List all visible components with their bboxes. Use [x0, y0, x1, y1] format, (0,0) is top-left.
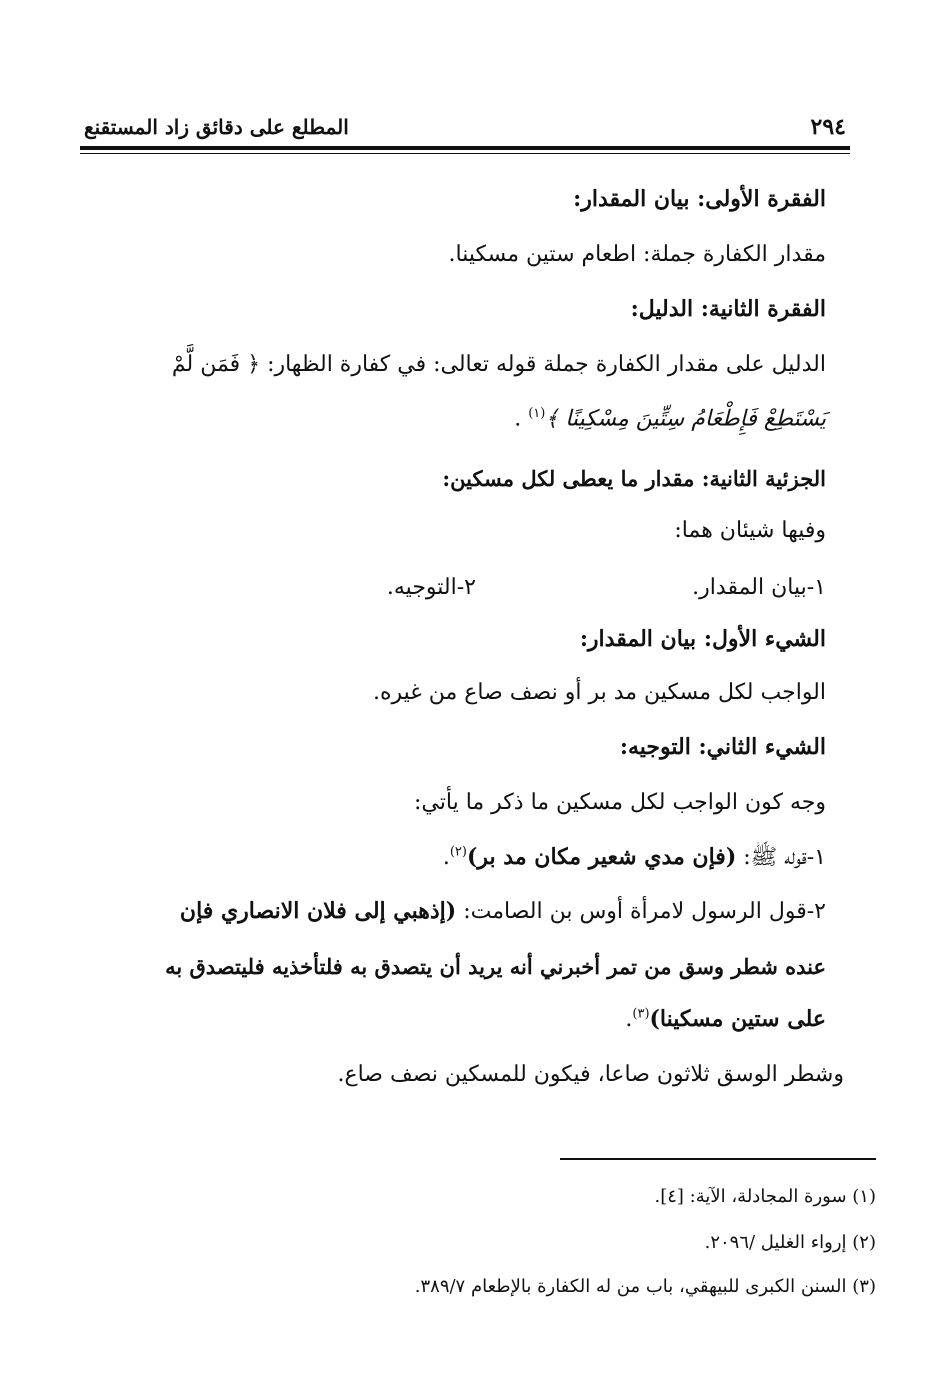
evidence-2-line3: [625, 1006, 826, 1033]
thing2-intro: وجه كون الواجب لكل مسكين ما ذكر ما يأتي:: [414, 790, 826, 815]
quran-verse: يَسْتَطِعْ فَإِطْعَامُ سِتِّينَ مِسْكِينًا ﴾: [545, 406, 826, 432]
evidence-2-line2: عنده شطر وسق من تمر أخبرني أنه يريد أن يتصدق به فلتأخذيه فليتصدق به: [165, 954, 826, 979]
hadith-1: (فإن مدي شعير مكان مد بر): [466, 844, 737, 870]
thing2-heading: الشيء الثاني: التوجيه:: [619, 734, 826, 760]
header-rule-thin: [80, 153, 850, 154]
footnote-separator: [560, 1158, 876, 1160]
evidence-2-line1: [180, 898, 826, 925]
line-end: .: [442, 845, 450, 870]
hadith-2-part1: (إذهبي إلى فلان الانصاري فإن: [179, 898, 457, 924]
page-number: ٢٩٤: [810, 114, 846, 140]
footnote-2: (٢) إرواء الغليل /٢٠٩٦.: [704, 1232, 876, 1253]
footnote-ref-3[interactable]: (٣): [632, 1006, 650, 1022]
thing1-text: الواجب لكل مسكين مد بر أو نصف صاع من غيره.: [372, 680, 826, 705]
line-end: .: [514, 406, 529, 432]
hadith-2-part3: على ستين مسكينا): [649, 1006, 826, 1032]
paragraph2-text-line1: الدليل على مقدار الكفارة جملة قوله تعالى: في كفارة الظهار: ﴿ فَمَن لَّمْ: [171, 352, 826, 377]
conclusion-text: وشطر الوسق ثلاثون صاعا، فيكون للمسكين نصف صاع.: [337, 1062, 844, 1087]
header-rule-thick: [80, 146, 850, 150]
running-title: المطلع على دقائق زاد المستقنع: [84, 115, 349, 139]
paragraph2-text-line2: [514, 406, 826, 433]
thing1-heading: الشيء الأول: بيان المقدار:: [579, 626, 826, 652]
evidence2-prefix: ٢-قول الرسول لامرأة أوس بن الصامت:: [456, 899, 826, 924]
footnote-ref-2[interactable]: (٢): [449, 844, 467, 860]
footnote-3: (٣) السنن الكبرى للبيهقي، باب من له الكفارة بالإطعام ٣٨٩/٧.: [414, 1276, 876, 1297]
paragraph1-heading: الفقرة الأولى: بيان المقدار:: [573, 186, 826, 212]
evidence1-prefix: ١-قوله ﷺ:: [736, 845, 826, 870]
item-2: ٢-التوجيه.: [386, 575, 476, 600]
page-header: [84, 112, 846, 142]
evidence-1: [443, 844, 826, 871]
intro-text: وفيها شيئان هما:: [674, 518, 826, 543]
paragraph1-text: مقدار الكفارة جملة: اطعام ستين مسكينا.: [448, 242, 826, 267]
line-end: .: [625, 1007, 633, 1032]
item-1: ١-بيان المقدار.: [692, 575, 826, 600]
paragraph2-heading: الفقرة الثانية: الدليل:: [630, 296, 826, 322]
footnote-ref-1[interactable]: (١): [528, 406, 546, 421]
footnote-1: (١) سورة المجادلة، الآية: [٤].: [654, 1186, 876, 1207]
sub-heading: الجزئية الثانية: مقدار ما يعطى لكل مسكين:: [442, 466, 826, 491]
